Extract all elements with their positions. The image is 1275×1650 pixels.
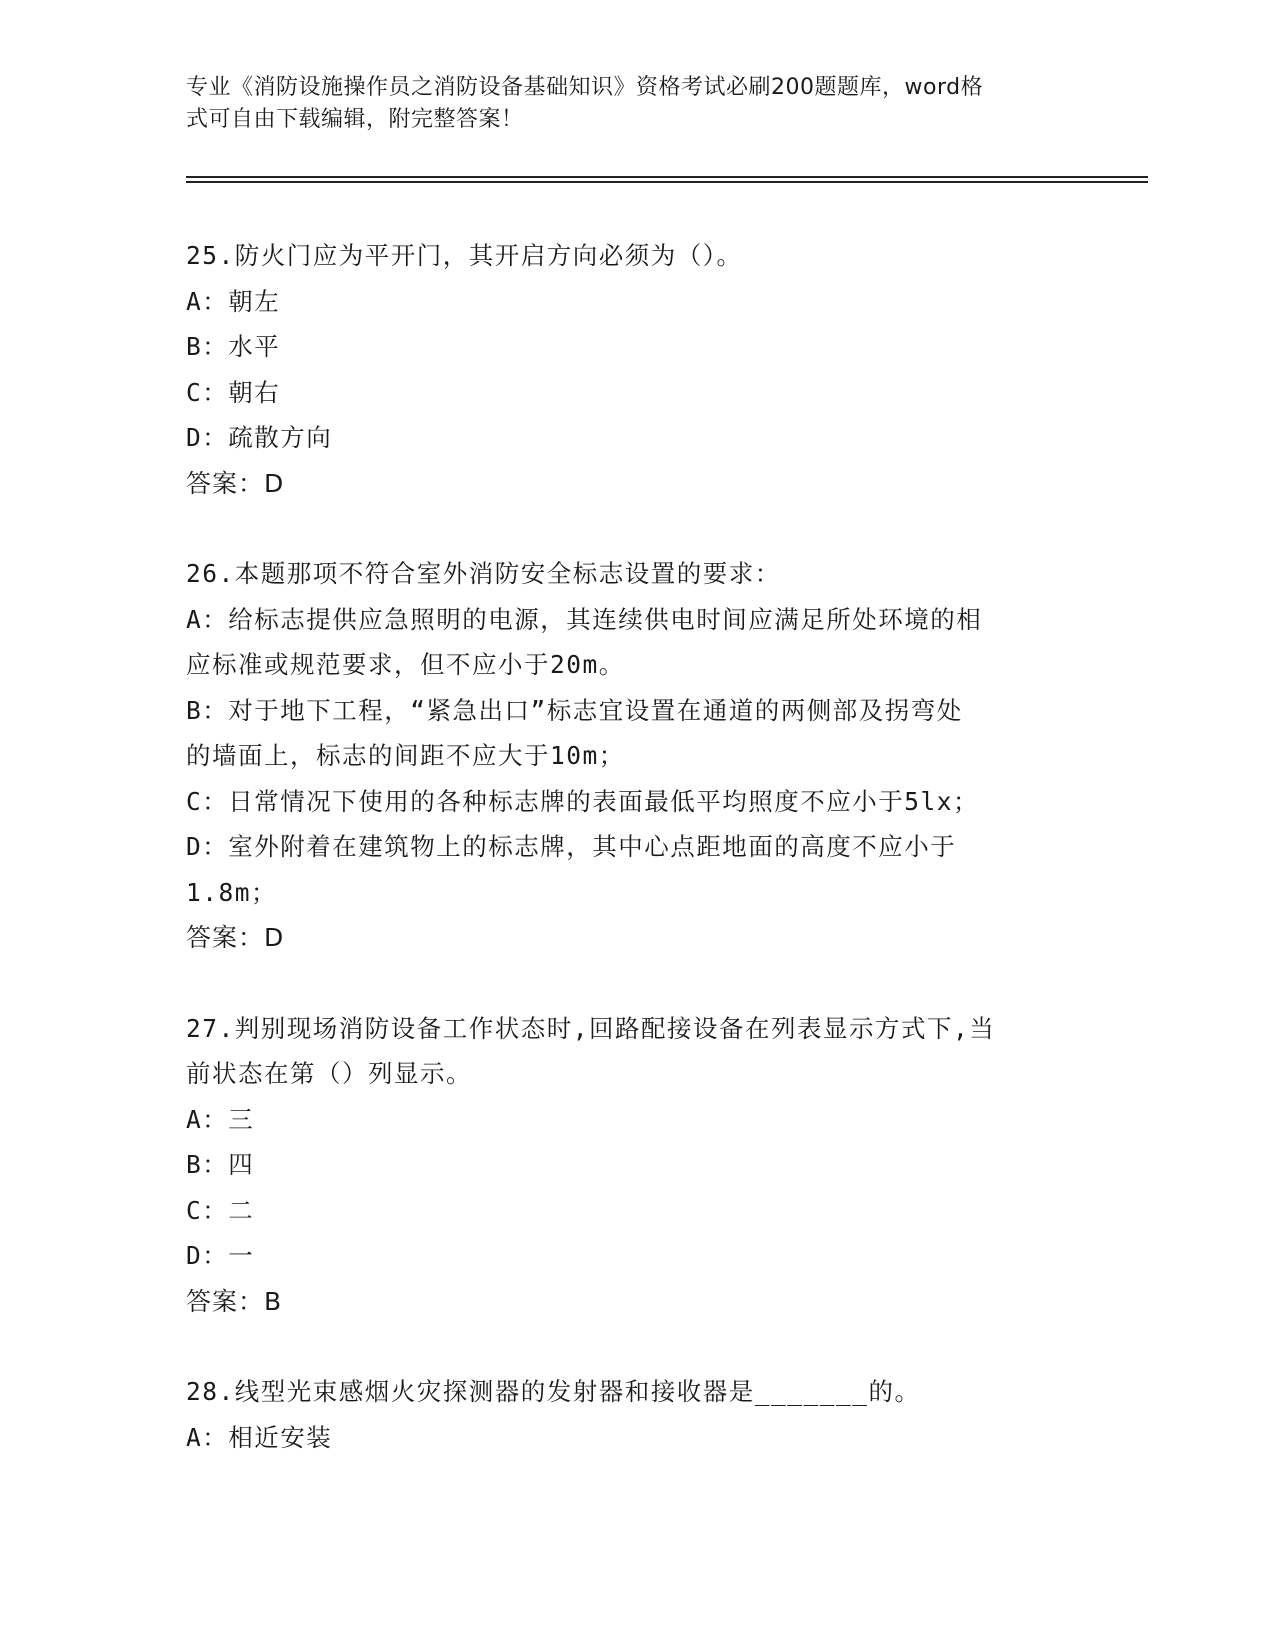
option-b: B：水平 [186, 332, 281, 361]
question-list [186, 233, 1066, 1460]
header-line-2: 式可自由下载编辑，附完整答案！ [186, 107, 524, 132]
question-25 [186, 233, 1066, 506]
option-a: A：朝左 [186, 286, 281, 316]
question-stem-continued: 前状态在第（）列显示。 [186, 1059, 472, 1088]
option-c: C：日常情况下使用的各种标志牌的表面最低平均照度不应小于5lx； [186, 786, 979, 816]
option-d: D：疏散方向 [186, 423, 333, 452]
question-28 [186, 1369, 1066, 1460]
option-d: D：一 [186, 1241, 255, 1270]
option-c: C：朝右 [186, 377, 281, 407]
header-rule-top [186, 176, 1148, 178]
header-line-1: 专业《消防设施操作员之消防设备基础知识》资格考试必刷200题题库，word格 [186, 75, 984, 100]
answer-label: 答案：B [186, 1286, 283, 1316]
option-d-continued: 1.8m； [186, 877, 278, 907]
header-rule-bottom [186, 181, 1148, 183]
option-c: C：二 [186, 1195, 255, 1225]
question-26 [186, 551, 1066, 961]
question-27 [186, 1006, 1066, 1325]
option-b: B：四 [186, 1150, 255, 1179]
option-d: D：室外附着在建筑物上的标志牌，其中心点距地面的高度不应小于 [186, 832, 957, 861]
option-b-continued: 的墙面上，标志的间距不应大于10m； [186, 741, 625, 770]
answer-label: 答案：D [186, 923, 285, 952]
option-b: B：对于地下工程，“紧急出口”标志宜设置在通道的两侧部及拐弯处 [186, 695, 963, 725]
question-stem: 26.本题那项不符合室外消防安全标志设置的要求： [186, 559, 781, 588]
option-a-continued: 应标准或规范要求，但不应小于20m。 [186, 650, 625, 679]
question-stem: 28.线型光束感烟火灾探测器的发射器和接收器是_______的。 [186, 1377, 921, 1406]
option-a: A：相近安装 [186, 1422, 333, 1452]
question-stem: 25.防火门应为平开门，其开启方向必须为（）。 [186, 241, 743, 270]
document-header [186, 72, 1066, 136]
option-a: A：三 [186, 1104, 255, 1134]
answer-label: 答案：D [186, 468, 285, 498]
question-stem: 27.判别现场消防设备工作状态时,回路配接设备在列表显示方式下,当 [186, 1013, 996, 1043]
option-a: A：给标志提供应急照明的电源，其连续供电时间应满足所处环境的相 [186, 604, 983, 634]
